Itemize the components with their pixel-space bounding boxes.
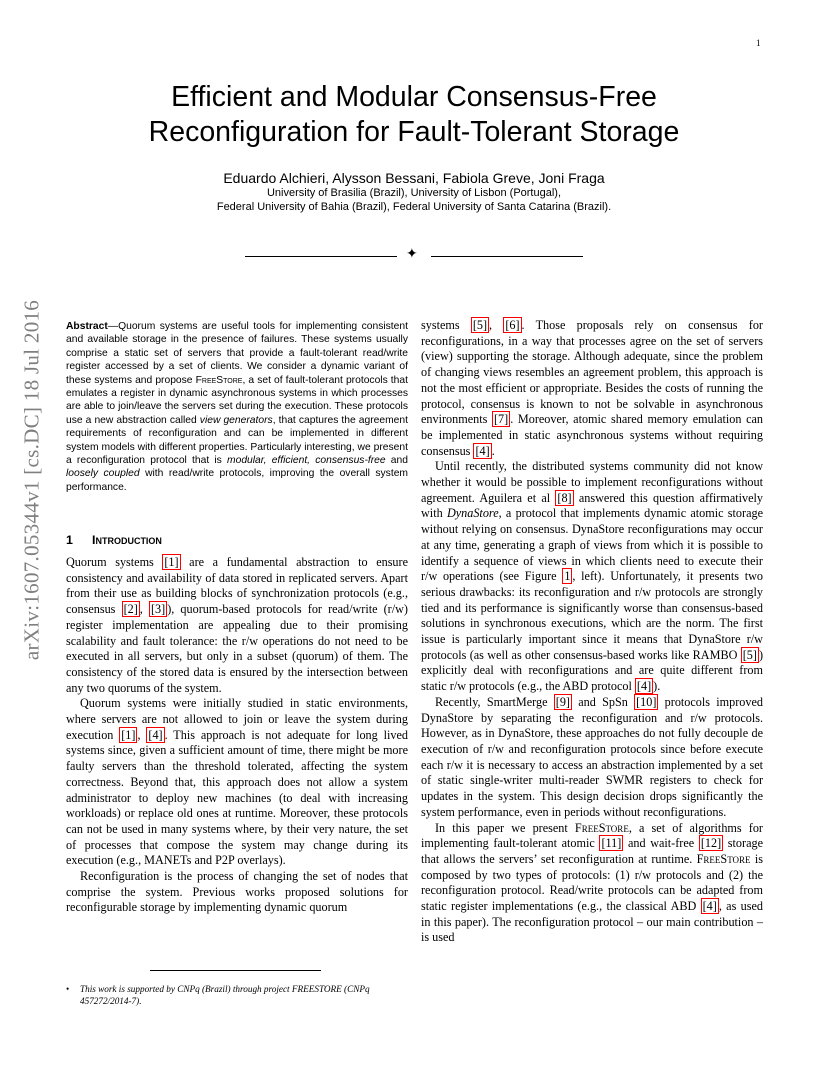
body-text: . This approach is not adequate for long lived systems since, given a sufficient amount of time, there might be more faulty servers than the threshold tolerated, affecting the system correctness. Beyond that, this approach does not allow a system administrator to deploy new machines (to deal with increasing workloads) or replace old ones at runtime. Moreover, these protocols can not be used in many systems where, by their very nature, the set of processes that compose the system may change during its execution (e.g., MANETs and P2P overlays). [66, 727, 408, 868]
body-text: In this paper we present [435, 820, 575, 835]
abstract-text: , that captures the agreement requirements of reconfiguration and can be implemented in different system models with different properties. Particularly interesting, we present a reconfiguration protocol that is [66, 414, 409, 467]
footnote-rule [150, 970, 321, 971]
citation-link[interactable]: [4] [636, 679, 652, 694]
separator-diamond: ✦ [406, 247, 418, 262]
body-text: , [139, 602, 149, 617]
freestore-name: FreeStore [574, 820, 629, 835]
body-text: , a set of algorithms for implementing fault-tolerant atomic [421, 820, 763, 851]
abstract-text: and [385, 455, 408, 467]
paragraph [66, 555, 408, 696]
body-text: are a fundamental abstraction to ensure consistency and availability of data stored in replicated servers. Apart from their use as building blocks of synchronization protocols (e.g., consensus [66, 555, 408, 617]
footnote-bullet: • [66, 984, 70, 994]
citation-link[interactable]: [10] [636, 694, 657, 709]
body-text: answered this question affirmatively with [421, 490, 763, 521]
page-number: 1 [756, 38, 761, 48]
citation-link[interactable]: [9] [555, 694, 570, 709]
body-text: is composed by two types of protocols: (1) r/w protocols and (2) the reconfiguration protocol. Read/write protocols can be adapted from static register implementations (e.g., the classical ABD [421, 851, 763, 914]
citation-link[interactable]: [7] [494, 412, 509, 427]
abstract-text: , a set of fault-tolerant protocols that emulates a register in dynamic asynchronous systems in which processes are able to join/leave the servers set during the execution. These protocols use a new abstraction called [66, 374, 408, 426]
body-text: Quorum systems were initially studied in static environments, where servers are not allowed to join or leave the system during execution [66, 696, 408, 742]
abstract-emphasis: view generators [199, 414, 273, 426]
body-text: systems [421, 318, 471, 332]
body-text: ). [653, 679, 661, 694]
citation-link[interactable]: [12] [700, 836, 722, 851]
arxiv-identifier: arXiv:1607.05344v1 [cs.DC] 18 Jul 2016 [19, 299, 44, 661]
body-text: , [489, 318, 504, 332]
body-text: storage that allows the servers’ set reconfiguration at runtime. [421, 836, 763, 866]
citation-link[interactable]: [8] [557, 490, 572, 505]
citation-link[interactable]: [1] [121, 727, 136, 742]
body-text: protocols improved DynaStore by separating the reconfiguration and r/w protocols. However, as in DynaStore, these approaches do not fully decouple de execution of r/w and reconfiguration protocols since before execute each r/w it is necessary to access an abstraction implemented by a set of static single-writer multi-reader SWMR registers to check for updates in the system. This design decision drops significantly the system performance, even in periods without reconfigurations. [421, 694, 763, 819]
body-text: and SpSn [572, 694, 635, 709]
abstract-emphasis: loosely coupled [66, 468, 140, 480]
footnote-text: This work is supported by CNPq (Brazil) through project FREESTORE (CNPq 457272/2014-7). [80, 984, 370, 1006]
paper-title [40, 80, 788, 150]
body-text: ) explicitly deal with reconfigurations and are quite different from static r/w protocols (e.g., the ABD protocol [421, 647, 763, 694]
body-text: . Moreover, atomic shared memory emulation can be implemented in static asynchronous systems without requiring consensus [421, 412, 763, 458]
freestore-name: FreeStore [195, 374, 243, 386]
body-text: Until recently, the distributed systems community did not know whether it would be possible to implement reconfigurations without agreement. Aguilera et al [421, 459, 763, 505]
citation-link[interactable]: [3] [150, 602, 166, 617]
paragraph [66, 696, 408, 869]
body-text: , a protocol that implements dynamic atomic storage without relying on consensus. DynaStore reconfigurations may occur at any time, generating a graph of views from which it is possible to identify a sequence of views in which clients need to execute their r/w operations (see Figure [421, 506, 763, 584]
body-text: , as used in this paper). The reconfiguration protocol – our main contribution – is used [421, 899, 763, 945]
abstract-text: with read/write protocols, improving the overall system performance. [66, 468, 408, 493]
paragraph [421, 318, 763, 459]
body-text: and wait-free [623, 836, 699, 851]
body-text: ), quorum-based protocols for read/write (r/w) register implementation are appealing due to their promising scalability and fault tolerance: the r/w operations do not need to be executed in all servers, but only in a subset (quorum) of them. The consistency of the stored data is ensured by the intersection between any two quorums of the system. [66, 602, 408, 695]
body-text: , left). Unfortunately, it presents two serious drawbacks: its reconfiguration and r/w protocols are strongly tied and its performance is significantly worse than consensus-based solutions in synchronous executions, which are the norm. The first issue is particularly important since it means that DynaStore r/w protocols (as well as other consensus-based works like RAMBO [421, 569, 763, 662]
abstract-emphasis: modular, efficient, consensus-free [227, 455, 386, 467]
paragraph: Reconfiguration is the process of changing the set of nodes that comprise the system. Previous works proposed solutions for reconfigurable storage by implementing dynamic quorum [66, 869, 408, 915]
paragraph [421, 459, 763, 695]
separator-rule-left [245, 256, 397, 257]
citation-link[interactable]: [2] [123, 602, 138, 617]
right-column-body [421, 318, 763, 946]
author-list: Eduardo Alchieri, Alysson Bessani, Fabiola Greve, Joni Fraga [223, 170, 605, 186]
title-line-1: Efficient and Modular Consensus-Free [171, 81, 657, 113]
citation-link[interactable]: [5] [742, 647, 757, 662]
body-text: , [137, 727, 147, 742]
title-line-2: Reconfiguration for Fault-Tolerant Storage [148, 116, 680, 148]
section-title: Introduction [92, 533, 162, 547]
body-text: Recently, SmartMerge [435, 694, 554, 709]
body-text: Quorum systems [66, 555, 163, 569]
affiliation-line-1: University of Brasilia (Brazil), University of Lisbon (Portugal), [266, 187, 562, 199]
citation-link[interactable]: [5] [472, 318, 488, 332]
left-column-body [66, 555, 408, 916]
section-number: 1 [66, 533, 73, 547]
abstract-text: —Quorum systems are useful tools for implementing consistent and available storage in the presence of failures. These systems usually comprise a static set of servers that provide a fault-tolerant read/write register accessed by a set of clients. We consider a dynamic variant of these systems and propose [66, 321, 408, 386]
paragraph [421, 695, 763, 821]
section-heading [66, 533, 162, 547]
body-text: . [491, 443, 495, 458]
separator-rule-right [431, 256, 583, 257]
footnote [66, 984, 408, 1007]
citation-link[interactable]: [1] [164, 555, 179, 569]
abstract [66, 320, 408, 494]
figure-link[interactable]: 1 [564, 569, 571, 584]
citation-link[interactable]: [11] [601, 836, 622, 851]
citation-link[interactable]: [4] [702, 899, 717, 914]
freestore-name: FreeStore [696, 851, 751, 866]
citation-link[interactable]: [4] [475, 443, 490, 458]
citation-link[interactable]: [6] [505, 318, 520, 332]
citation-link[interactable]: [4] [148, 727, 163, 742]
system-name: DynaStore [446, 506, 499, 521]
abstract-label: Abstract [66, 321, 108, 332]
body-text: . Those proposals rely on consensus for reconfigurations, in a way that processes agree on the set of servers (view) supporting the storage. Although adequate, since the problem of changing views resembles an agreement problem, this approach is not the most efficient or appropriate. Besides the costs of running the protocol, consensus is known to not be solvable in asynchronous environments [421, 318, 763, 427]
paragraph [421, 821, 763, 947]
affiliation-line-2: Federal University of Bahia (Brazil), Federal University of Santa Catarina (Brazil). [216, 201, 612, 213]
affiliations [40, 186, 788, 214]
